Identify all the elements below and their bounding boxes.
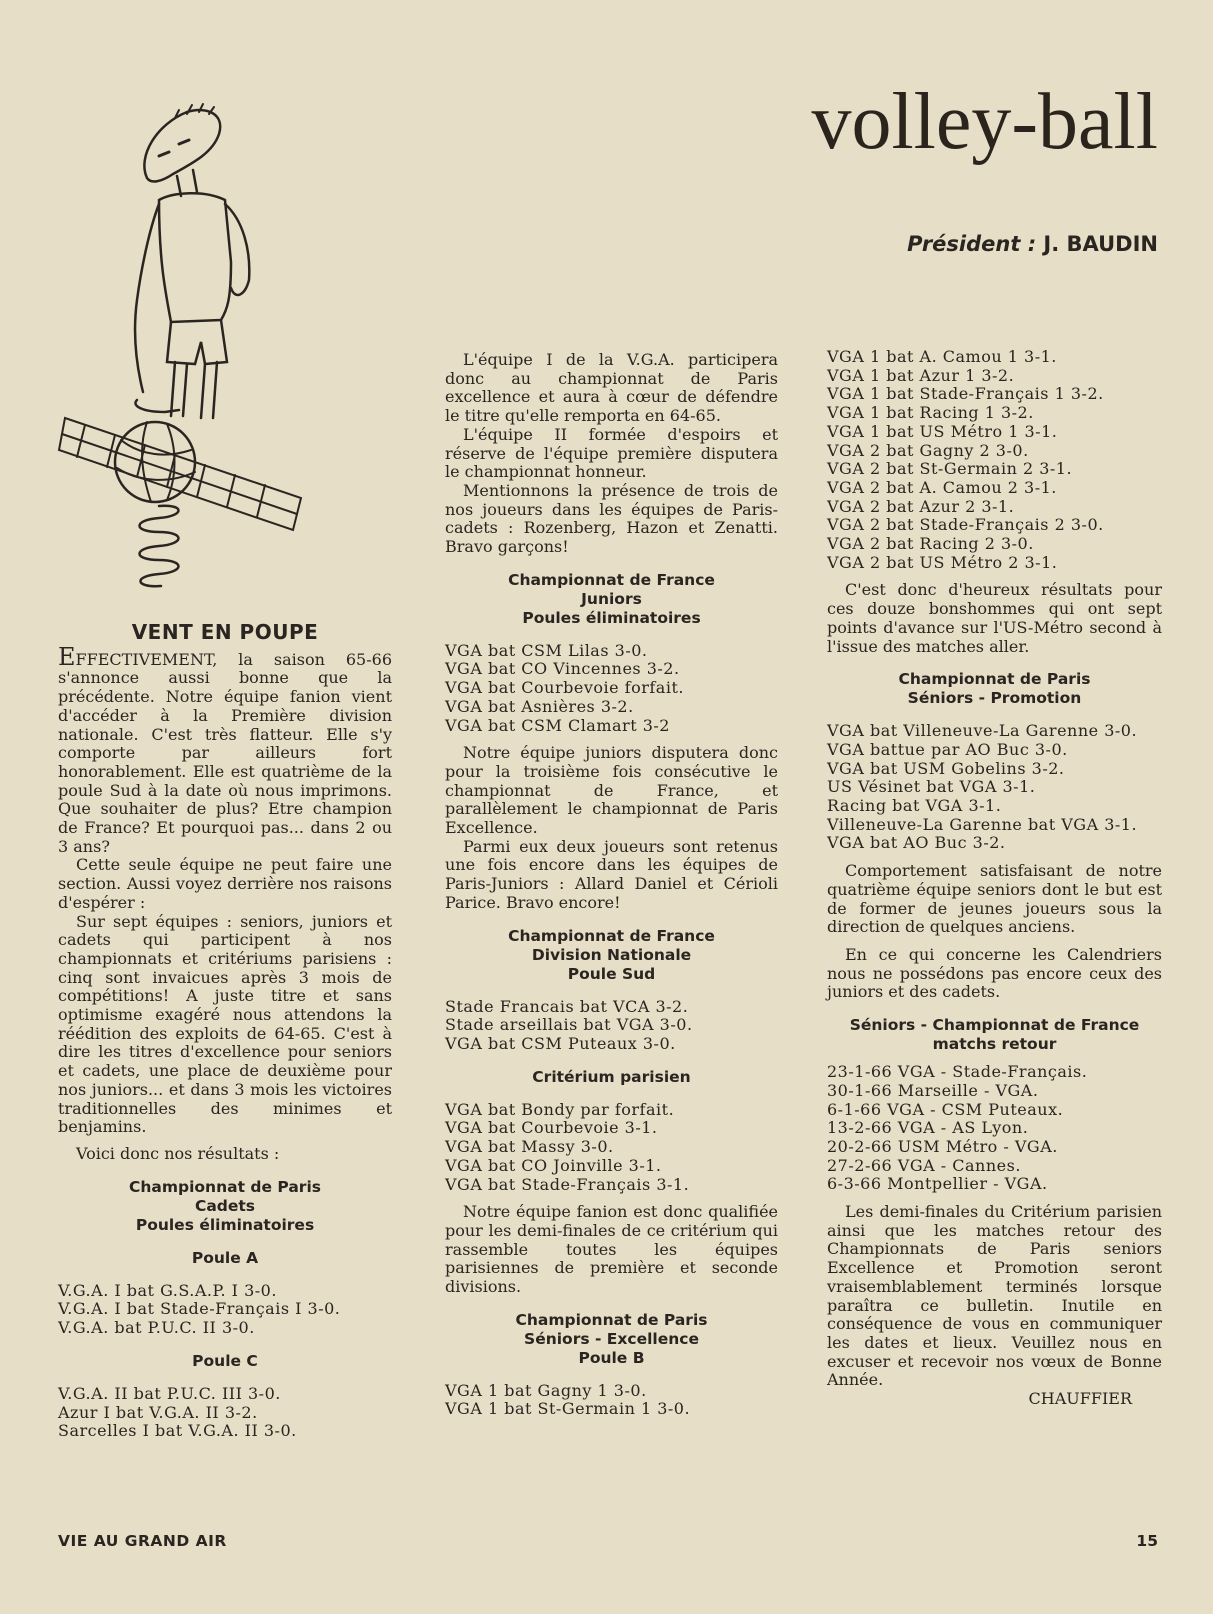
result-line: VGA bat CSM Puteaux 3-0. (445, 1033, 676, 1053)
result-line: VGA 1 bat Stade-Français 1 3-2. (827, 384, 1104, 404)
result-line: V.G.A. I bat G.S.A.P. I 3-0. (58, 1280, 277, 1300)
intro-text: FFECTIVEMENT, la saison 65-66 s'annonce aussi bonne que la précédente. Notre équipe fanion vient d'accéder à la Première division nationale. C'est très flatteur. Elle s'y comporte par ailleurs fort honorablement. Elle est quatrième de la poule Sud à la date où nous imprimons. Que souhaiter de plus? Etre champion de France? Et pourquoi pas... dans 2 ou 3 ans? (58, 649, 392, 856)
result-line: VGA 1 bat St-Germain 1 3-0. (445, 1399, 691, 1419)
result-line: VGA 2 bat Azur 2 3-1. (827, 496, 1015, 516)
results-juniors (445, 642, 778, 736)
result-line: VGA bat Courbevoie 3-1. (445, 1118, 658, 1138)
paragraph: L'équipe II formée d'espoirs et réserve de l'équipe première disputera le championnat honneur. (445, 424, 778, 482)
result-line: VGA 2 bat Stade-Français 2 3-0. (827, 515, 1104, 535)
results-poule-a (58, 1282, 392, 1338)
heading-calendar: Séniors - Championnat de France matchs retour (849, 1016, 1140, 1054)
intro-paragraph (58, 642, 392, 857)
result-line: VGA 2 bat Gagny 2 3-0. (827, 440, 1029, 460)
paragraph: Comportement satisfaisant de notre quatrième équipe seniors dont le but est de former de jeunes joueurs sous la direction de quelques anciens. (827, 861, 1162, 937)
paragraph: Notre équipe fanion est donc qualifiée pour les demi-finales de ce critérium qui rassemble toutes les équipes parisiennes de première et seconde divisions. (445, 1202, 778, 1297)
results-division-nationale (445, 998, 778, 1054)
paragraph: Sur sept équipes : seniors, juniors et cadets qui participent à nos championnats et critériums parisiens : cinq sont invaicues après 3 mois de compétitions! A juste titre et sans optimisme exagéré nous attendons la réédition des exploits de 64-65. C'est à dire les titres d'excellence pour seniors et cadets, une place de deuxième pour nos juniors... et dans 3 mois les victoires traditionnelles des minimes et benjamins. (58, 911, 392, 1137)
column-2 (445, 351, 778, 1419)
president-line (907, 232, 1158, 256)
column-1 (58, 620, 392, 1441)
calendar-line: 13-2-66 VGA - AS Lyon. (827, 1118, 1029, 1138)
result-line: VGA 1 bat Racing 1 3-2. (827, 403, 1034, 423)
page-number: 15 (1136, 1532, 1158, 1550)
result-line: VGA 2 bat A. Camou 2 3-1. (827, 477, 1057, 497)
paragraph: Les demi-finales du Critérium parisien ainsi que les matches retour des Championnats de Paris seniors Excellence et Promotion seront vraisemblablement terminés lorsque paraîtra ce bulletin. Inutile en conséquence de vous en communiquer les dates et lieux. Veuillez nous en excuser et recevoir nos vœux de Bonne Année. (827, 1202, 1162, 1390)
result-line: V.G.A. bat P.U.C. II 3-0. (58, 1318, 255, 1338)
calendar-line: 27-2-66 VGA - Cannes. (827, 1155, 1021, 1175)
result-line: VGA bat CSM Clamart 3-2 (445, 715, 670, 735)
heading-division-nationale: Championnat de France Division Nationale Poule Sud (508, 926, 715, 983)
heading-cadets: Championnat de Paris Cadets Poules éliminatoires (128, 1177, 321, 1234)
calendar-line: 6-1-66 VGA - CSM Puteaux. (827, 1099, 1064, 1119)
publication-name: VIE AU GRAND AIR (58, 1532, 227, 1550)
paragraph: L'équipe I de la V.G.A. participera donc au championnat de Paris excellence et aura à cœur de défendre le titre qu'elle remporta en 64-65. (445, 350, 778, 426)
result-line: Stade Francais bat VCA 3-2. (445, 996, 689, 1016)
result-line: VGA bat Asnières 3-2. (445, 696, 634, 716)
result-line: Azur I bat V.G.A. II 3-2. (58, 1402, 258, 1422)
president-name: J. BAUDIN (1043, 232, 1158, 256)
result-line: VGA bat AO Buc 3-2. (827, 833, 1006, 853)
heading-criterium: Critérium parisien (532, 1067, 691, 1086)
paragraph: Cette seule équipe ne peut faire une section. Aussi voyez derrière nos raisons d'espérer : (58, 855, 392, 912)
result-line: Stade arseillais bat VGA 3-0. (445, 1015, 693, 1035)
player-head-icon (144, 110, 220, 181)
result-line: VGA 2 bat Racing 2 3-0. (827, 534, 1034, 554)
player-torso-icon (159, 193, 231, 322)
spring-icon (140, 506, 179, 586)
results-excellence (445, 1382, 778, 1419)
result-line: VGA bat Stade-Français 3-1. (445, 1174, 690, 1194)
result-line: US Vésinet bat VGA 3-1. (827, 777, 1036, 797)
calendar-line: 20-2-66 USM Métro - VGA. (827, 1136, 1058, 1156)
calendar-line: 23-1-66 VGA - Stade-Français. (827, 1062, 1088, 1082)
result-line: VGA bat CO Vincennes 3-2. (445, 659, 680, 679)
heading-promotion: Championnat de Paris Séniors - Promotion (898, 670, 1091, 708)
player-eyes-icon (159, 140, 189, 156)
heading-juniors: Championnat de France Juniors Poules éliminatoires (508, 570, 715, 627)
net-icon (59, 418, 301, 530)
heading-excellence: Championnat de Paris Séniors - Excellence Poule B (515, 1310, 708, 1367)
calendar-list (827, 1063, 1162, 1194)
paragraph: Mentionnons la présence de trois de nos joueurs dans les équipes de Paris-cadets : Rozenberg, Hazon et Zenatti. Bravo garçons! (445, 480, 778, 557)
calendar-line: 6-3-66 Montpellier - VGA. (827, 1174, 1048, 1194)
results-poule-c (58, 1385, 392, 1441)
results-promotion (827, 722, 1162, 853)
president-label: Président : (907, 232, 1037, 256)
calendar-line: 30-1-66 Marseille - VGA. (827, 1080, 1039, 1100)
section-title: VENT EN POUPE (131, 620, 319, 644)
volleyball-player-illustration (55, 100, 315, 600)
result-line: VGA bat USM Gobelins 3-2. (827, 758, 1065, 778)
result-line: VGA bat Bondy par forfait. (445, 1099, 675, 1119)
result-line: VGA bat Villeneuve-La Garenne 3-0. (827, 721, 1138, 741)
page-title: volley-ball (811, 78, 1158, 166)
result-line: VGA 1 bat Gagny 1 3-0. (445, 1380, 647, 1400)
heading-poule-a: Poule A (191, 1248, 259, 1267)
paragraph: Parmi eux deux joueurs sont retenus une fois encore dans les équipes de Paris-Juniors : Allard Daniel et Cérioli Parice. Bravo encore! (445, 836, 778, 912)
result-line: VGA bat Massy 3-0. (445, 1137, 614, 1157)
result-line: V.G.A. II bat P.U.C. III 3-0. (58, 1383, 281, 1403)
volleyball-icon (115, 422, 195, 502)
paragraph: C'est donc d'heureux résultats pour ces douze bonshommes qui ont sept points d'avance sur l'US-Métro second à l'issue des matches aller. (827, 580, 1162, 656)
heading-poule-c: Poule C (192, 1351, 258, 1370)
results-criterium (445, 1101, 778, 1195)
result-line: Racing bat VGA 3-1. (827, 796, 1002, 816)
result-line: VGA battue par AO Buc 3-0. (827, 739, 1068, 759)
result-line: VGA bat CO Joinville 3-1. (445, 1155, 662, 1175)
result-line: Villeneuve-La Garenne bat VGA 3-1. (827, 814, 1138, 834)
column-3 (827, 348, 1162, 1409)
results-excellence-continued (827, 348, 1162, 572)
result-line: VGA 1 bat Azur 1 3-2. (827, 365, 1015, 385)
player-shorts-icon (167, 320, 227, 364)
result-line: Sarcelles I bat V.G.A. II 3-0. (58, 1421, 297, 1441)
signature: CHAUFFIER (1028, 1389, 1132, 1409)
result-line: VGA 2 bat St-Germain 2 3-1. (827, 459, 1073, 479)
result-line: VGA bat Courbevoie forfait. (445, 678, 684, 698)
result-line: VGA 2 bat US Métro 2 3-1. (827, 552, 1058, 572)
result-line: V.G.A. I bat Stade-Français I 3-0. (58, 1299, 341, 1319)
dropcap: E (58, 642, 76, 671)
result-line: VGA bat CSM Lilas 3-0. (445, 640, 648, 660)
paragraph: Notre équipe juniors disputera donc pour la troisième fois consécutive le championnat de France, et parallèlement le championnat de Paris Excellence. (445, 743, 778, 838)
paragraph: Voici donc nos résultats : (76, 1143, 280, 1163)
result-line: VGA 1 bat US Métro 1 3-1. (827, 421, 1058, 441)
result-line: VGA 1 bat A. Camou 1 3-1. (827, 347, 1057, 366)
paragraph: En ce qui concerne les Calendriers nous ne possédons pas encore ceux des juniors et des cadets. (827, 944, 1162, 1002)
